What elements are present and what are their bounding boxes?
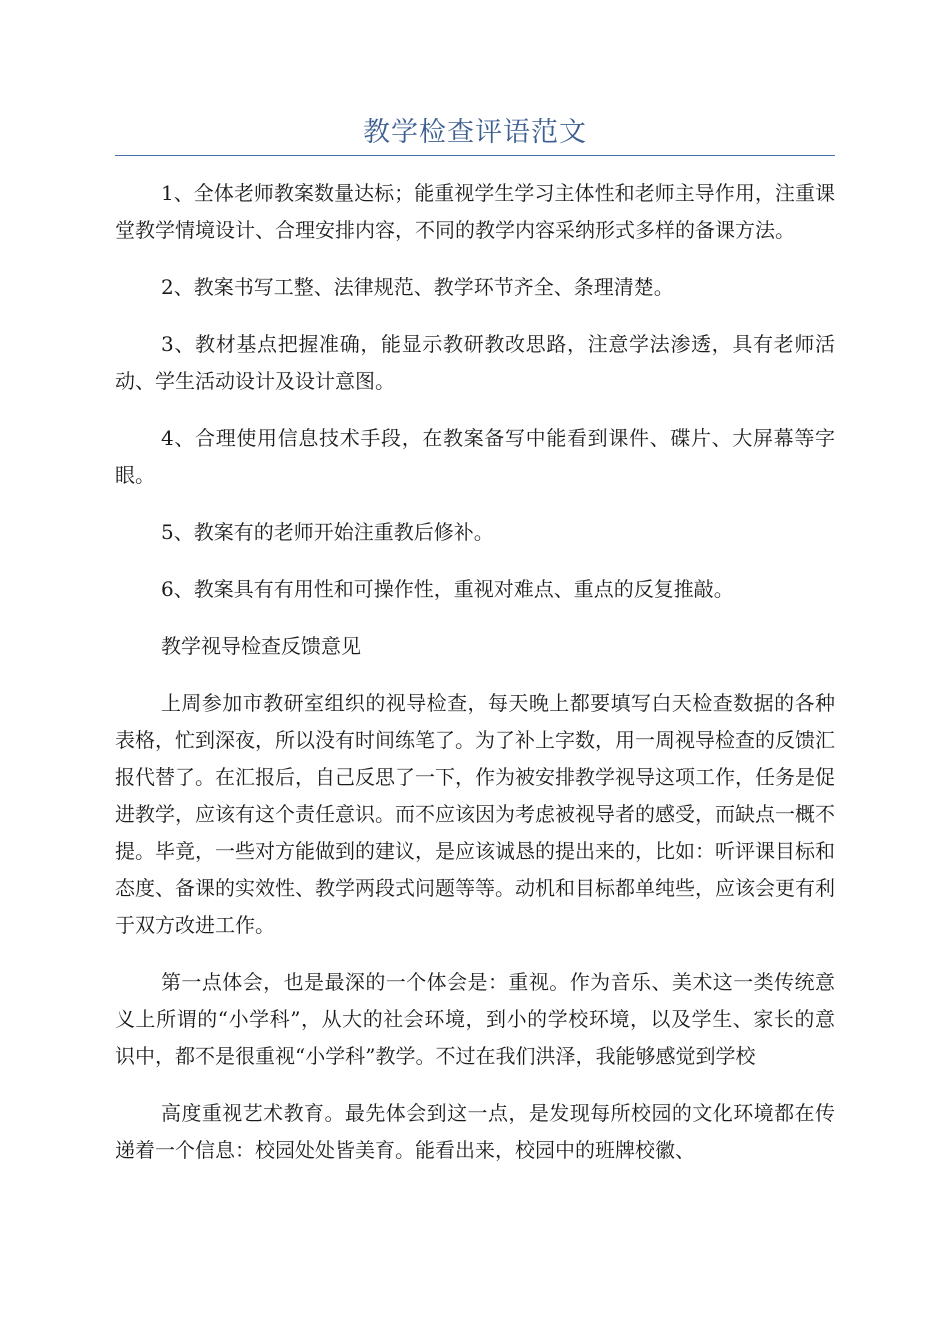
paragraph-3: 3、教材基点把握准确，能显示教研教改思路，注意学法渗透，具有老师活动、学生活动设计及设计意图。 <box>115 332 835 393</box>
paragraph-7: 上周参加市教研室组织的视导检查，每天晚上都要填写白天检查数据的各种表格，忙到深夜，所以没有时间练笔了。为了补上字数，用一周视导检查的反馈汇报代替了。在汇报后，自己反思了一下，作为被安排教学视导这项工作，任务是促进教学，应该有这个责任意识。而不应该因为考虑被视导者的感受，而缺点一概不提。毕竟，一些对方能做到的建议，是应该诚恳的提出来的，比如：听评课目标和态度、备课的实效性、教学两段式问题等等。动机和目标都单纯些，应该会更有利于双方改进工作。 <box>115 691 835 937</box>
paragraph-4: 4、合理使用信息技术手段，在教案备写中能看到课件、碟片、大屏幕等字眼。 <box>115 426 835 487</box>
document-body <box>115 175 835 1189</box>
paragraph-5: 5、教案有的老师开始注重教后修补。 <box>161 520 494 544</box>
paragraph-6: 6、教案具有有用性和可操作性，重视对难点、重点的反复推敲。 <box>161 577 734 601</box>
paragraph-9: 高度重视艺术教育。最先体会到这一点，是发现每所校园的文化环境都在传递着一个信息：校园处处皆美育。能看出来，校园中的班牌校徽、 <box>115 1101 835 1162</box>
paragraph-8: 第一点体会，也是最深的一个体会是：重视。作为音乐、美术这一类传统意义上所谓的“小学科”，从大的社会环境，到小的学校环境，以及学生、家长的意识中，都不是很重视“小学科”教学。不过在我们洪泽，我能够感觉到学校 <box>115 970 835 1068</box>
paragraph-1: 1、全体老师教案数量达标；能重视学生学习主体性和老师主导作用，注重课堂教学情境设计、合理安排内容，不同的教学内容采纳形式多样的备课方法。 <box>115 181 835 242</box>
title-underline <box>115 155 835 156</box>
paragraph-2: 2、教案书写工整、法律规范、教学环节齐全、条理清楚。 <box>161 275 674 299</box>
section-heading: 教学视导检查反馈意见 <box>161 634 361 658</box>
document-title: 教学检查评语范文 <box>363 117 587 148</box>
